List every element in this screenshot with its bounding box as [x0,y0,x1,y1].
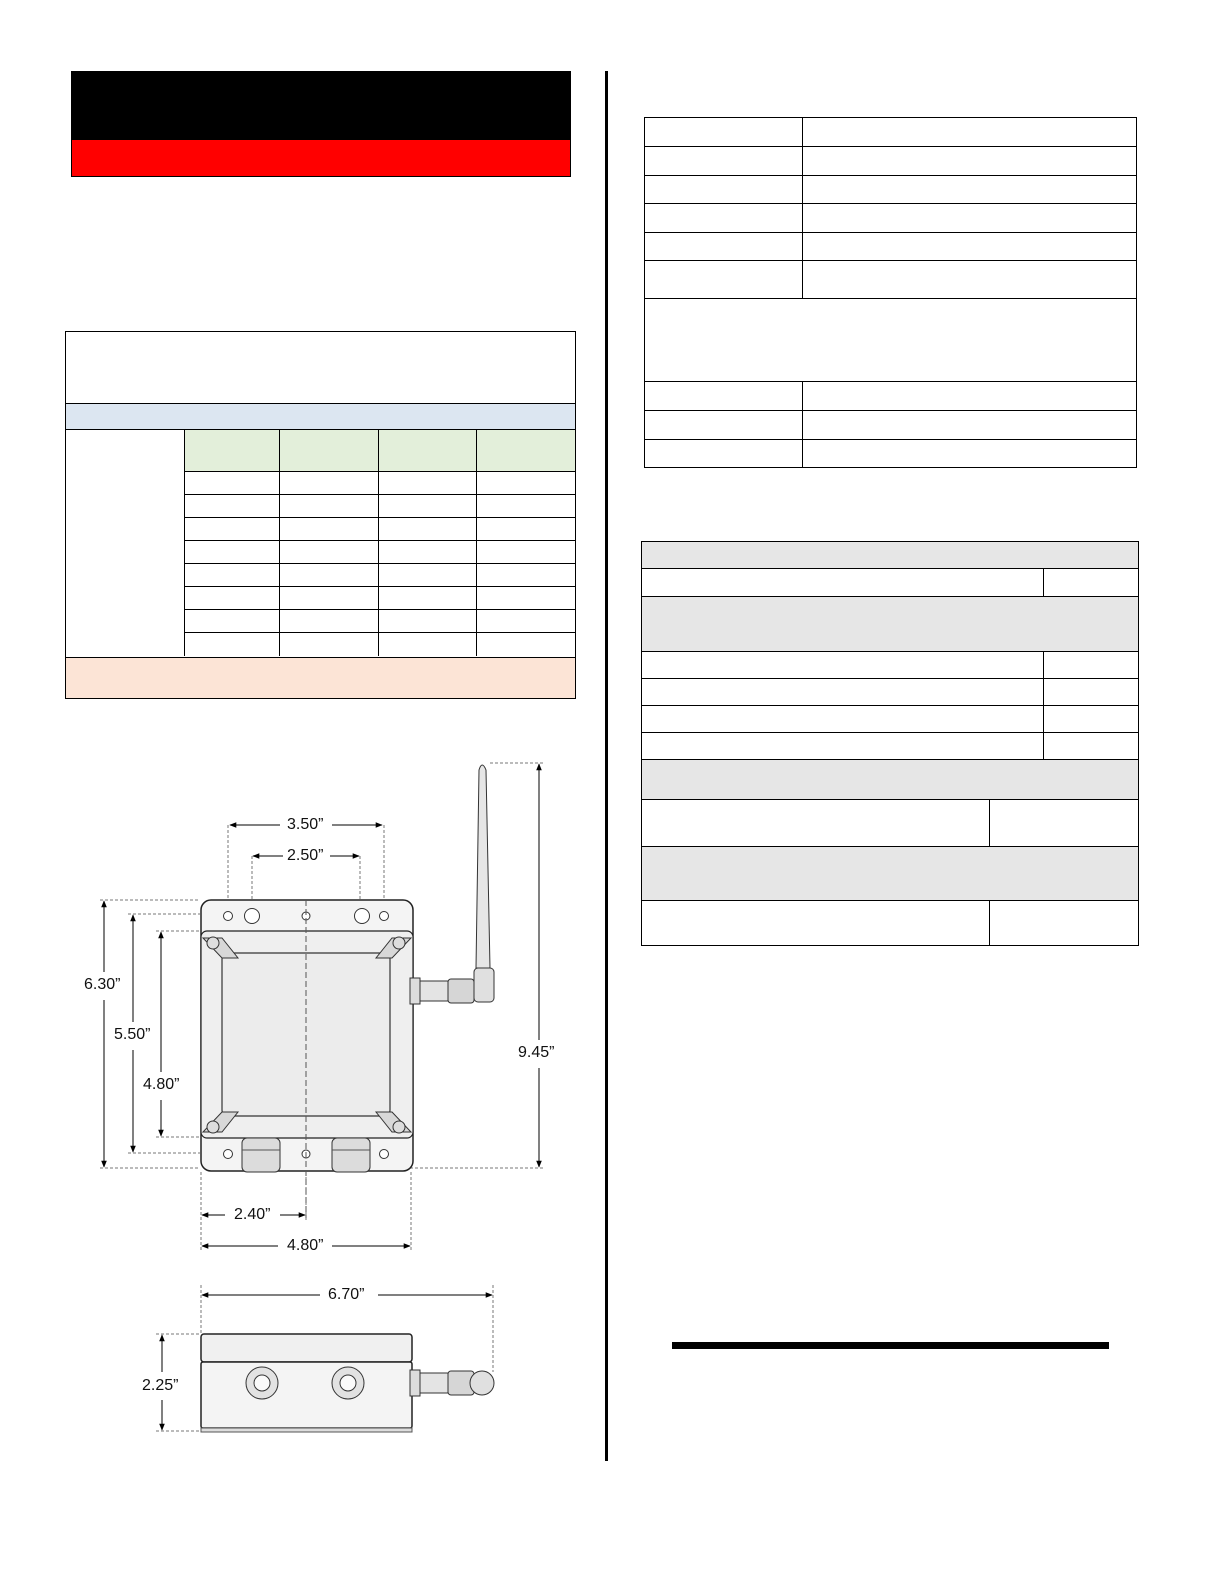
dim-depth-label: 2.25” [142,1377,179,1394]
dim-width-outer-label: 3.50” [287,816,324,833]
dim-height-total-label: 6.30” [84,976,121,993]
dim-height-mid-label: 5.50” [114,1026,151,1043]
enclosure-front-view [201,765,494,1218]
dim-length-label: 6.70” [328,1286,365,1303]
dim-half-width-label: 2.40” [234,1206,271,1223]
dim-width-label: 4.80” [287,1237,324,1254]
enclosure-side-view [156,1285,494,1432]
dim-height-antenna-label: 9.45” [518,1044,555,1061]
dim-height-inner-label: 4.80” [143,1076,180,1093]
dim-width-inner-label: 2.50” [287,847,324,864]
